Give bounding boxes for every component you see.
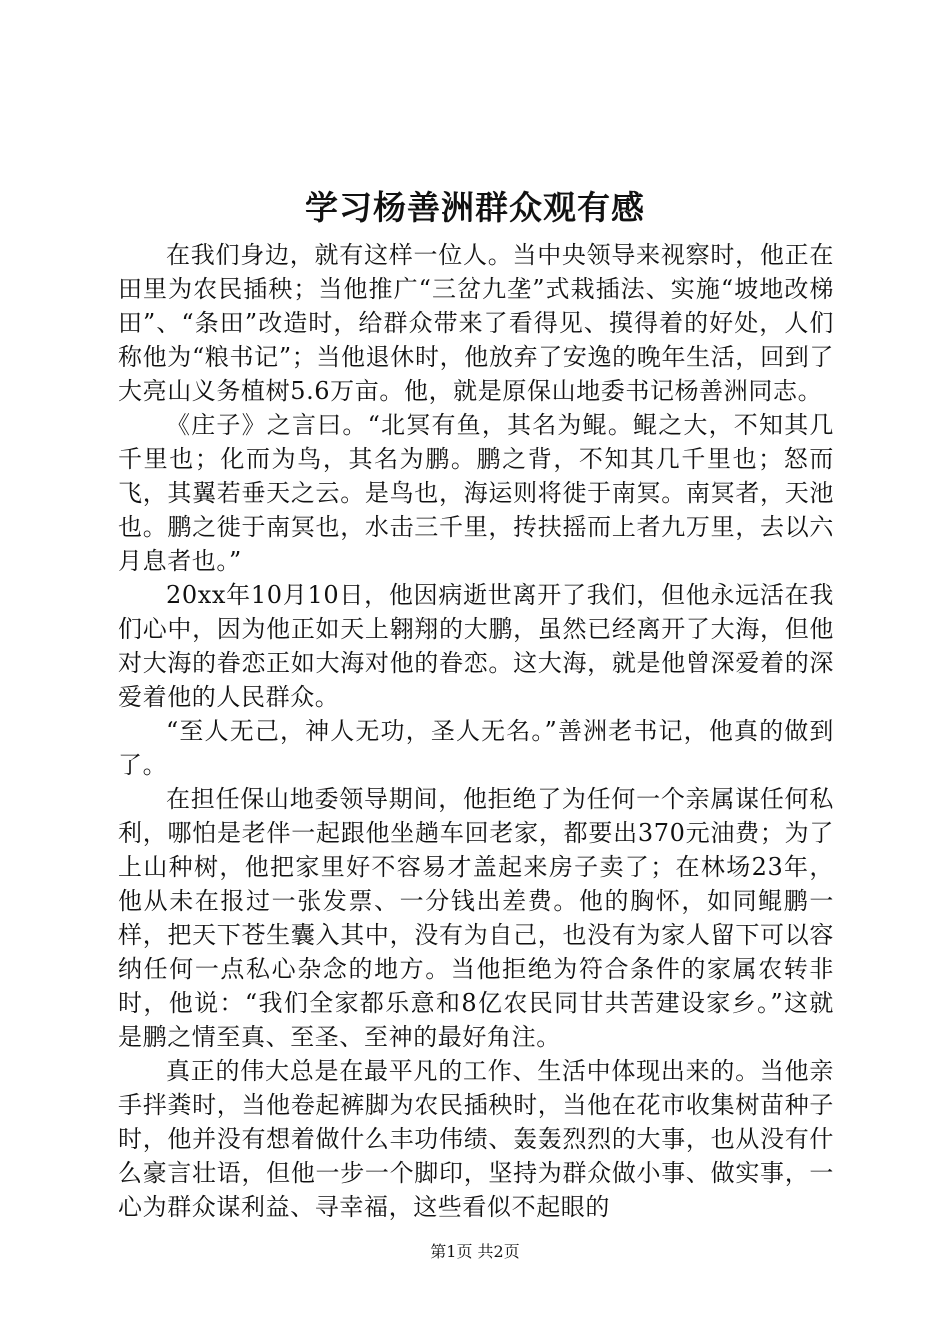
page-footer: 第1页 共2页 xyxy=(430,1242,520,1261)
document-title: 学习杨善洲群众观有感 xyxy=(305,188,645,227)
paragraph-6: 真正的伟大总是在最平凡的工作、生活中体现出来的。当他亲手拌粪时，当他卷起裤脚为农民插秧时，当他在花市收集树苗种子时，他并没有想着做什么丰功伟绩、轰轰烈烈的大事，也从没有什么豪言壮语，但他一步一个脚印，坚持为群众做小事、做实事，一心为群众谋利益、寻幸福，这些看似不起眼的 xyxy=(118,1057,834,1221)
paragraph-4: “至人无己，神人无功，圣人无名。”善洲老书记，他真的做到了。 xyxy=(118,717,834,779)
paragraph-2: 《庄子》之言曰。“北冥有鱼，其名为鲲。鲲之大，不知其几千里也；化而为鸟，其名为鹏。鹏之背，不知其几千里也；怒而飞，其翼若垂天之云。是鸟也，海运则将徙于南冥。南冥者，天池也。鹏之徙于南冥也，水击三千里，抟扶摇而上者九万里，去以六月息者也。” xyxy=(118,411,834,575)
document-body xyxy=(118,238,834,1224)
paragraph-1: 在我们身边，就有这样一位人。当中央领导来视察时，他正在田里为农民插秧；当他推广“三岔九垄”式栽插法、实施“坡地改梯田”、“条田”改造时，给群众带来了看得见、摸得着的好处，人们称他为“粮书记”；当他退休时，他放弃了安逸的晚年生活，回到了大亮山义务植树5.6万亩。他，就是原保山地委书记杨善洲同志。 xyxy=(118,241,834,405)
paragraph-5: 在担任保山地委领导期间，他拒绝了为任何一个亲属谋任何私利，哪怕是老伴一起跟他坐趟车回老家，都要出370元油费；为了上山种树，他把家里好不容易才盖起来房子卖了；在林场23年，他从未在报过一张发票、一分钱出差费。他的胸怀，如同鲲鹏一样，把天下苍生囊入其中，没有为自己，也没有为家人留下可以容纳任何一点私心杂念的地方。当他拒绝为符合条件的家属农转非时，他说：“我们全家都乐意和8亿农民同甘共苦建设家乡。”这就是鹏之情至真、至圣、至神的最好角注。 xyxy=(118,785,834,1051)
paragraph-3: 20xx年10月10日，他因病逝世离开了我们，但他永远活在我们心中，因为他正如天上翱翔的大鹏，虽然已经离开了大海，但他对大海的眷恋正如大海对他的眷恋。这大海，就是他曾深爱着的深爱着他的人民群众。 xyxy=(118,581,834,711)
